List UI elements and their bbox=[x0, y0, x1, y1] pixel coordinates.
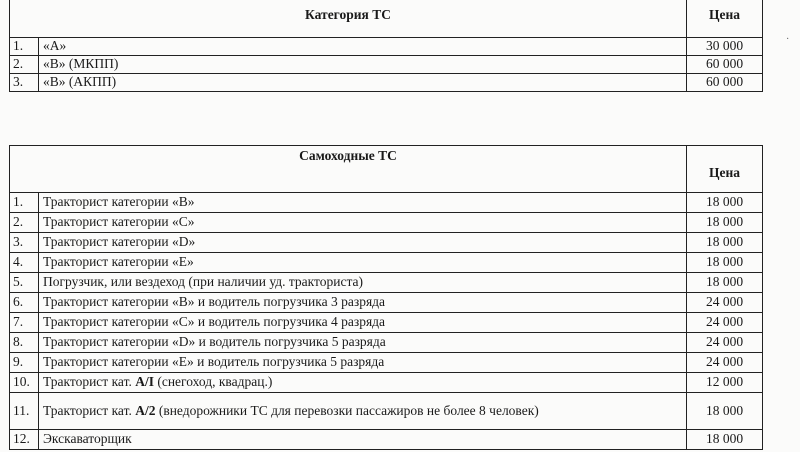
row-price: 24 000 bbox=[687, 333, 763, 353]
table-row bbox=[10, 393, 763, 430]
row-price: 18 000 bbox=[687, 273, 763, 293]
table-row bbox=[10, 213, 763, 233]
row-price: 18 000 bbox=[687, 430, 763, 450]
category-column-header: Самоходные ТС bbox=[10, 146, 687, 193]
row-category: Экскаваторщик bbox=[39, 430, 687, 450]
row-number: 8. bbox=[10, 333, 39, 353]
row-category: Тракторист категории «С» bbox=[39, 213, 687, 233]
row-category: Тракторист категории «D» и водитель погрузчика 5 разряда bbox=[39, 333, 687, 353]
row-number: 7. bbox=[10, 313, 39, 333]
row-category: «В» (МКПП) bbox=[39, 56, 687, 74]
table-row bbox=[10, 74, 763, 92]
row-price: 18 000 bbox=[687, 213, 763, 233]
row-category: Тракторист категории «С» и водитель погрузчика 4 разряда bbox=[39, 313, 687, 333]
row-number: 4. bbox=[10, 253, 39, 273]
row-number: 11. bbox=[10, 393, 39, 430]
self-propelled-vehicle-price-table bbox=[9, 145, 763, 450]
table-header-row bbox=[10, 0, 763, 38]
row-price: 18 000 bbox=[687, 253, 763, 273]
row-number: 2. bbox=[10, 56, 39, 74]
row-price: 24 000 bbox=[687, 313, 763, 333]
table-row bbox=[10, 333, 763, 353]
category-suffix: (снегоход, квадрац.) bbox=[153, 374, 273, 390]
row-number: 9. bbox=[10, 353, 39, 373]
row-category: Погрузчик, или вездеход (при наличии уд. тракториста) bbox=[39, 273, 687, 293]
row-category: Тракторист категории «В» и водитель погрузчика 3 разряда bbox=[39, 293, 687, 313]
category-code: А/I bbox=[135, 374, 154, 390]
row-price: 24 000 bbox=[687, 293, 763, 313]
table-row bbox=[10, 353, 763, 373]
category-column-header: Категория ТС bbox=[10, 0, 687, 38]
category-code: А/2 bbox=[135, 402, 156, 418]
row-number: 3. bbox=[10, 233, 39, 253]
table-header-row bbox=[10, 146, 763, 193]
vehicle-category-price-table bbox=[9, 0, 763, 92]
row-number: 12. bbox=[10, 430, 39, 450]
row-category: Тракторист категории «Е» bbox=[39, 253, 687, 273]
table-row bbox=[10, 193, 763, 213]
table-row bbox=[10, 430, 763, 450]
table-row bbox=[10, 293, 763, 313]
row-price: 12 000 bbox=[687, 373, 763, 393]
row-category: «В» (АКПП) bbox=[39, 74, 687, 92]
category-suffix: (внедорожники ТС для перевозки пассажиров не более 8 человек) bbox=[155, 402, 539, 418]
table-row bbox=[10, 273, 763, 293]
row-price: 18 000 bbox=[687, 393, 763, 430]
row-price: 30 000 bbox=[687, 38, 763, 56]
table-row bbox=[10, 373, 763, 393]
row-number: 10. bbox=[10, 373, 39, 393]
scan-speck: · bbox=[786, 34, 790, 45]
table-row bbox=[10, 56, 763, 74]
table-row bbox=[10, 233, 763, 253]
row-price: 60 000 bbox=[687, 56, 763, 74]
price-column-header: Цена bbox=[687, 146, 763, 193]
row-category: «А» bbox=[39, 38, 687, 56]
row-number: 1. bbox=[10, 193, 39, 213]
price-column-header: Цена bbox=[687, 0, 763, 38]
row-price: 18 000 bbox=[687, 193, 763, 213]
row-number: 6. bbox=[10, 293, 39, 313]
row-price: 18 000 bbox=[687, 233, 763, 253]
row-category bbox=[39, 393, 687, 430]
row-number: 2. bbox=[10, 213, 39, 233]
row-category: Тракторист категории «В» bbox=[39, 193, 687, 213]
category-prefix: Тракторист кат. bbox=[43, 374, 136, 390]
table-row bbox=[10, 38, 763, 56]
row-category bbox=[39, 373, 687, 393]
category-prefix: Тракторист кат. bbox=[43, 402, 136, 418]
table-row bbox=[10, 253, 763, 273]
row-number: 1. bbox=[10, 38, 39, 56]
row-price: 24 000 bbox=[687, 353, 763, 373]
row-number: 5. bbox=[10, 273, 39, 293]
row-price: 60 000 bbox=[687, 74, 763, 92]
row-category: Тракторист категории «D» bbox=[39, 233, 687, 253]
table-row bbox=[10, 313, 763, 333]
row-category: Тракторист категории «Е» и водитель погрузчика 5 разряда bbox=[39, 353, 687, 373]
row-number: 3. bbox=[10, 74, 39, 92]
